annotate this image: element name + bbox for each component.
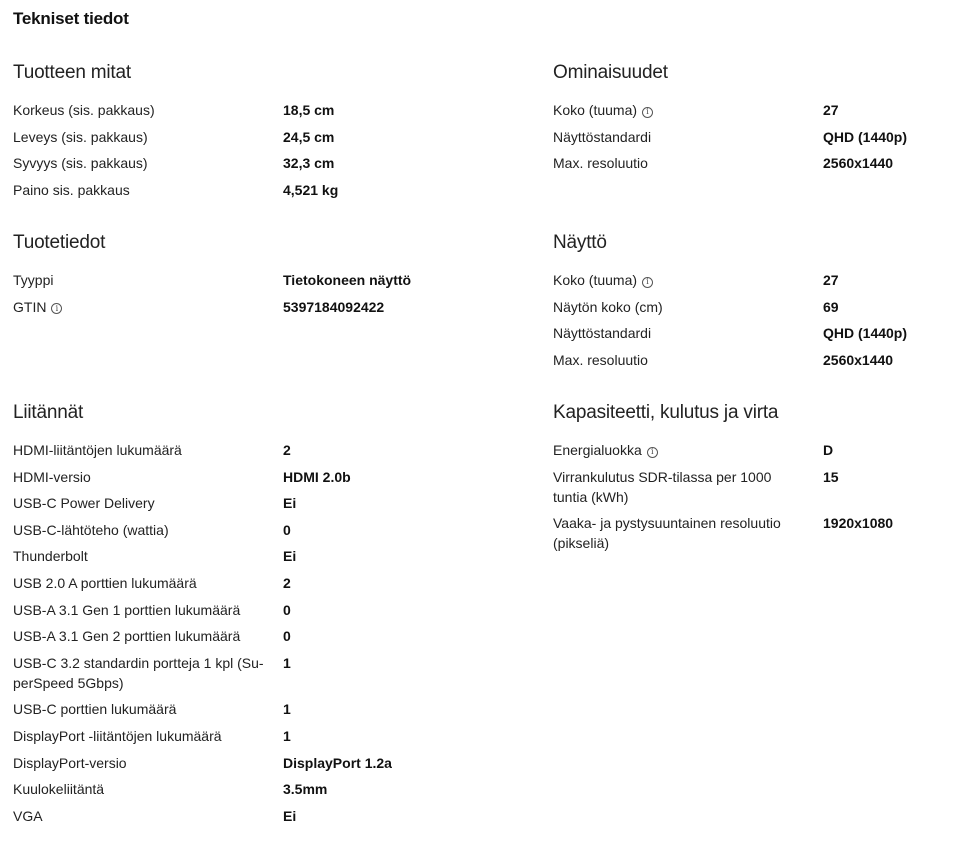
- spec-row: [13, 806, 413, 826]
- spec-row: [13, 127, 413, 147]
- info-icon[interactable]: i: [647, 447, 658, 458]
- spec-value: 3.5mm: [283, 781, 328, 798]
- spec-label: USB-C porttien lukumäärä: [13, 701, 177, 718]
- spec-value: 1: [283, 654, 291, 671]
- spec-label: HDMI-liitäntöjen lukumäärä: [13, 442, 182, 458]
- spec-value: 2: [283, 574, 291, 591]
- spec-label: DisplayPort-versio: [13, 754, 127, 771]
- spec-label: USB 2.0 A porttien lukumäärä: [13, 574, 197, 591]
- spec-row: [553, 323, 953, 343]
- spec-value: 2560x1440: [823, 155, 894, 172]
- spec-value: Tietokoneen näyttö: [283, 272, 412, 288]
- spec-value: D: [823, 442, 834, 458]
- spec-row: [13, 520, 413, 540]
- spec-row: [13, 100, 413, 120]
- spec-row: [13, 180, 413, 200]
- spec-row: [13, 467, 413, 487]
- spec-row: [13, 493, 413, 513]
- spec-label: HDMI-versio: [13, 468, 91, 485]
- spec-value: 27: [823, 102, 839, 118]
- spec-label: Näytön koko (cm): [553, 298, 663, 315]
- section-dimensions: [13, 60, 413, 206]
- section-connections: [13, 400, 413, 832]
- spec-value: Ei: [283, 548, 297, 565]
- spec-value: DisplayPort 1.2a: [283, 754, 392, 771]
- spec-label: Thunderbolt: [13, 548, 88, 565]
- spec-label: USB-A 3.1 Gen 1 porttien lukumäärä: [13, 601, 241, 618]
- spec-label: Koko (tuuma) i: [553, 270, 823, 290]
- spec-value: 0: [283, 601, 291, 618]
- spec-row: [13, 779, 413, 799]
- spec-value: 69: [823, 298, 839, 315]
- spec-label: Tyyppi: [13, 272, 54, 288]
- spec-value: 5397184092422: [283, 298, 385, 315]
- section-features: [553, 60, 953, 180]
- spec-row: [13, 626, 413, 646]
- spec-row: [553, 127, 953, 147]
- spec-row: [553, 297, 953, 317]
- spec-label: Näyttöstandardi: [553, 128, 652, 145]
- spec-value: QHD (1440p): [823, 325, 908, 342]
- spec-value: 1: [283, 701, 291, 718]
- spec-label: Kuulokeliitäntä: [13, 781, 105, 798]
- spec-label: Syvyys (sis. pakkaus): [13, 155, 148, 172]
- spec-row: [553, 153, 953, 173]
- section-title-connections: Liitännät: [13, 402, 84, 423]
- spec-row: [553, 350, 953, 370]
- spec-row: [553, 467, 953, 507]
- spec-label: USB-C Power Delivery: [13, 495, 155, 512]
- spec-row: [553, 100, 953, 120]
- spec-label: Vaaka- ja pystysuuntainen resoluutio (pikseliä): [553, 515, 781, 552]
- spec-row: [553, 513, 953, 553]
- spec-label: Näyttöstandardi: [553, 325, 652, 342]
- spec-value: 18,5 cm: [283, 102, 335, 118]
- spec-value: 0: [283, 521, 291, 538]
- spec-value: 4,521 kg: [283, 181, 339, 198]
- section-title-dimensions: Tuotteen mitat: [13, 62, 131, 83]
- spec-row: [13, 546, 413, 566]
- spec-value: 24,5 cm: [283, 128, 335, 145]
- spec-value: 15: [823, 468, 839, 485]
- spec-row: [13, 699, 413, 719]
- spec-label: Max. resoluutio: [553, 351, 648, 368]
- spec-label: USB-C 3.2 standardin portteja 1 kpl (Su-perSpeed 5Gbps): [13, 654, 264, 691]
- spec-label: Korkeus (sis. pakkaus): [13, 102, 155, 118]
- spec-value: 27: [823, 272, 839, 288]
- spec-row: [553, 270, 953, 290]
- spec-value: Ei: [283, 807, 297, 824]
- spec-label: USB-A 3.1 Gen 2 porttien lukumäärä: [13, 628, 241, 645]
- section-display: [553, 230, 953, 376]
- spec-row: [13, 573, 413, 593]
- spec-label: Paino sis. pakkaus: [13, 181, 130, 198]
- section-capacity: [553, 400, 953, 560]
- spec-value: 1920x1080: [823, 515, 894, 532]
- spec-row: [13, 153, 413, 173]
- section-title-product-info: Tuotetiedot: [13, 232, 106, 253]
- info-icon[interactable]: i: [642, 277, 653, 288]
- section-title-features: Ominaisuudet: [553, 62, 668, 83]
- spec-value: 2: [283, 442, 291, 458]
- spec-value: QHD (1440p): [823, 128, 908, 145]
- spec-value: Ei: [283, 495, 297, 512]
- page-title: Tekniset tiedot: [13, 9, 129, 28]
- spec-value: 32,3 cm: [283, 155, 335, 172]
- spec-label: DisplayPort -liitäntöjen lukumäärä: [13, 727, 222, 744]
- spec-label: USB-C-lähtöteho (wattia): [13, 521, 169, 538]
- spec-row: [13, 653, 413, 693]
- spec-label: Koko (tuuma) i: [553, 100, 823, 120]
- section-product-info: [13, 230, 413, 323]
- spec-row: [13, 270, 413, 290]
- spec-row: [553, 440, 953, 460]
- spec-value: 2560x1440: [823, 351, 894, 368]
- info-icon[interactable]: i: [642, 107, 653, 118]
- spec-label: Max. resoluutio: [553, 155, 648, 172]
- spec-label: VGA: [13, 807, 43, 824]
- section-title-capacity: Kapasiteetti, kulutus ja virta: [553, 402, 779, 423]
- spec-row: [13, 600, 413, 620]
- spec-row: [13, 753, 413, 773]
- info-icon[interactable]: i: [51, 303, 62, 314]
- spec-label: Energialuokka i: [553, 440, 823, 460]
- spec-label: Leveys (sis. pakkaus): [13, 128, 148, 145]
- spec-label: Virrankulutus SDR-tilassa per 1000 tuntia (kWh): [553, 468, 772, 505]
- spec-value: 0: [283, 628, 291, 645]
- spec-row: [13, 726, 413, 746]
- spec-label: GTIN i: [13, 297, 283, 317]
- spec-value: 1: [283, 727, 291, 744]
- section-title-display: Näyttö: [553, 232, 607, 253]
- spec-value: HDMI 2.0b: [283, 468, 351, 485]
- spec-row: [13, 440, 413, 460]
- spec-row: [13, 297, 413, 317]
